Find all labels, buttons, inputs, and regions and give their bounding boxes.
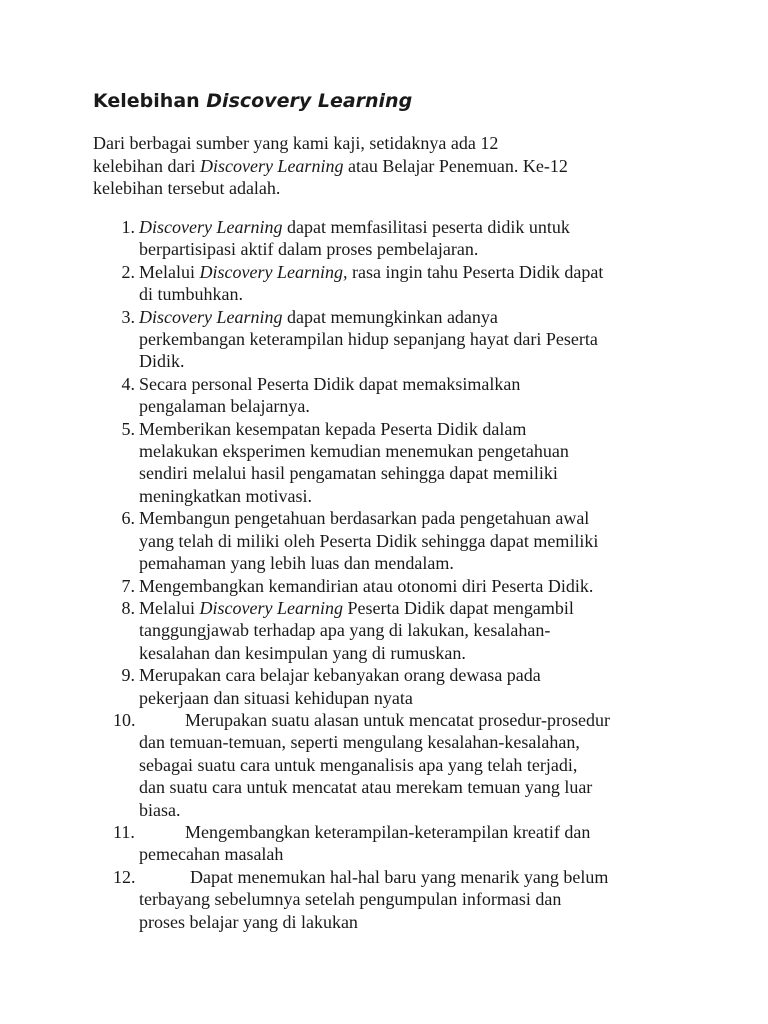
text-run: sebagai suatu cara untuk menganalisis apa yang telah terjadi,	[139, 754, 578, 775]
text-line	[139, 507, 768, 529]
italic-term: Discovery Learning,	[199, 261, 348, 282]
text-line	[139, 418, 768, 440]
text-run: Mengembangkan keterampilan-keterampilan kreatif dan	[185, 821, 591, 842]
italic-term: Discovery Learning	[199, 597, 343, 618]
text-run: proses belajar yang di lakukan	[139, 911, 358, 932]
text-line	[139, 821, 768, 843]
text-line	[139, 373, 768, 395]
list-item-number: 10.	[113, 709, 136, 730]
text-line	[139, 888, 768, 910]
list-item-text	[139, 866, 768, 933]
text-run: yang telah di miliki oleh Peserta Didik sehingga dapat memiliki	[139, 530, 599, 551]
text-run: biasa.	[139, 799, 181, 820]
list-item-number: 5.	[121, 418, 135, 439]
text-run: meningkatkan motivasi.	[139, 485, 312, 506]
list-item-number: 4.	[121, 373, 135, 394]
text-run: dan temuan-temuan, seperti mengulang kesalahan-kesalahan,	[139, 732, 580, 753]
text-run: Didik.	[139, 351, 185, 372]
text-line	[139, 597, 768, 619]
list-item-number: 3.	[121, 306, 135, 327]
list-item-number: 7.	[121, 575, 135, 596]
text-run: dapat memungkinkan adanya	[282, 306, 498, 327]
list-item	[0, 709, 768, 821]
list-item-text	[139, 597, 768, 664]
text-run: rasa ingin tahu Peserta Didik dapat	[347, 261, 604, 282]
text-line	[139, 709, 768, 731]
list-item	[0, 418, 768, 508]
list-item	[0, 575, 768, 597]
text-line	[139, 328, 768, 350]
text-run: pengalaman belajarnya.	[139, 396, 310, 417]
italic-term: Discovery Learning	[139, 306, 283, 327]
list-item-number: 6.	[121, 508, 135, 529]
text-run: Merupakan suatu alasan untuk mencatat prosedur-prosedur	[185, 709, 610, 730]
list-item-text	[139, 709, 768, 821]
text-run: tanggungjawab terhadap apa yang di lakukan, kesalahan-	[139, 620, 551, 641]
list-item-number: 9.	[121, 665, 135, 686]
text-run: terbayang sebelumnya setelah pengumpulan informasi dan	[139, 889, 562, 910]
text-run: sendiri melalui hasil pengamatan sehingga dapat memiliki	[139, 463, 558, 484]
text-line	[139, 395, 768, 417]
text-line	[139, 306, 768, 328]
text-run: Dari berbagai sumber yang kami kaji, setidaknya ada 12	[93, 133, 499, 153]
text-run: Melalui	[139, 261, 200, 282]
text-run: kesalahan dan kesimpulan yang di rumuskan.	[139, 642, 466, 663]
text-line	[139, 485, 768, 507]
text-line	[139, 619, 768, 641]
text-run: Peserta Didik dapat mengambil	[342, 597, 574, 618]
list-item-number: 2.	[121, 261, 135, 282]
list-item-text	[139, 575, 768, 597]
text-line	[139, 216, 768, 238]
list-item-text	[139, 216, 768, 261]
list-item-text	[139, 306, 768, 373]
text-line	[139, 687, 768, 709]
list-item-text	[139, 418, 768, 508]
list-item-text	[139, 821, 768, 866]
text-line	[139, 911, 768, 933]
text-line	[93, 177, 653, 200]
list-item	[0, 866, 768, 933]
text-run: dan suatu cara untuk mencatat atau merekam temuan yang luar	[139, 777, 593, 798]
text-line	[139, 754, 768, 776]
text-run: Membangun pengetahuan berdasarkan pada pengetahuan awal	[139, 508, 590, 529]
list-item	[0, 216, 768, 261]
text-run: Secara personal Peserta Didik dapat memaksimalkan	[139, 373, 521, 394]
list-item-text	[139, 507, 768, 574]
text-line	[139, 664, 768, 686]
text-line	[139, 866, 768, 888]
text-line	[139, 731, 768, 753]
list-item	[0, 597, 768, 664]
text-run: kelebihan dari	[93, 155, 200, 176]
text-line	[139, 261, 768, 283]
title-emphasis: Discovery Learning	[206, 90, 413, 112]
page-title	[93, 89, 412, 113]
list-item-number: 11.	[113, 821, 135, 842]
list-item	[0, 664, 768, 709]
text-run: Merupakan cara belajar kebanyakan orang dewasa pada	[139, 665, 541, 686]
text-run: pemecahan masalah	[139, 844, 284, 865]
text-line	[139, 575, 768, 597]
list-item-number: 1.	[121, 217, 135, 237]
list-item-text	[139, 261, 768, 306]
italic-term: Discovery Learning	[199, 155, 344, 176]
list-item	[0, 261, 768, 306]
list-item-number: 8.	[121, 597, 135, 618]
text-run: Melalui	[139, 597, 200, 618]
list-item-text	[139, 373, 768, 418]
text-line	[139, 238, 768, 260]
text-line	[139, 642, 768, 664]
text-line	[139, 552, 768, 574]
text-line	[93, 132, 653, 155]
advantages-list	[0, 216, 768, 933]
text-run: Dapat menemukan hal-hal baru yang menarik yang belum	[190, 866, 609, 887]
text-line	[139, 350, 768, 372]
text-line	[139, 440, 768, 462]
text-line	[139, 530, 768, 552]
text-run: perkembangan keterampilan hidup sepanjang hayat dari Peserta	[139, 329, 598, 350]
text-line	[139, 283, 768, 305]
list-item-text	[139, 664, 768, 709]
text-line	[139, 843, 768, 865]
text-run: kelebihan tersebut adalah.	[93, 178, 281, 198]
text-line	[139, 776, 768, 798]
text-run: dapat memfasilitasi peserta didik untuk	[282, 217, 570, 237]
text-run: melakukan eksperimen kemudian menemukan pengetahuan	[139, 441, 569, 462]
text-line	[139, 462, 768, 484]
text-run: atau Belajar Penemuan. Ke-12	[343, 155, 568, 176]
text-line	[93, 155, 653, 178]
italic-term: Discovery Learning	[139, 217, 283, 237]
list-item-number: 12.	[113, 866, 136, 887]
list-item	[0, 373, 768, 418]
text-run: pekerjaan dan situasi kehidupan nyata	[139, 687, 413, 708]
text-run: Memberikan kesempatan kepada Peserta Didik dalam	[139, 418, 527, 439]
text-run: Mengembangkan kemandirian atau otonomi diri Peserta Didik.	[139, 575, 594, 596]
text-line	[139, 799, 768, 821]
intro-paragraph	[93, 132, 653, 200]
text-run: berpartisipasi aktif dalam proses pembelajaran.	[139, 239, 479, 260]
list-item	[0, 507, 768, 574]
list-item	[0, 821, 768, 866]
text-run: pemahaman yang lebih luas dan mendalam.	[139, 553, 454, 574]
title-prefix: Kelebihan	[93, 90, 207, 112]
list-item	[0, 306, 768, 373]
text-run: di tumbuhkan.	[139, 284, 243, 305]
